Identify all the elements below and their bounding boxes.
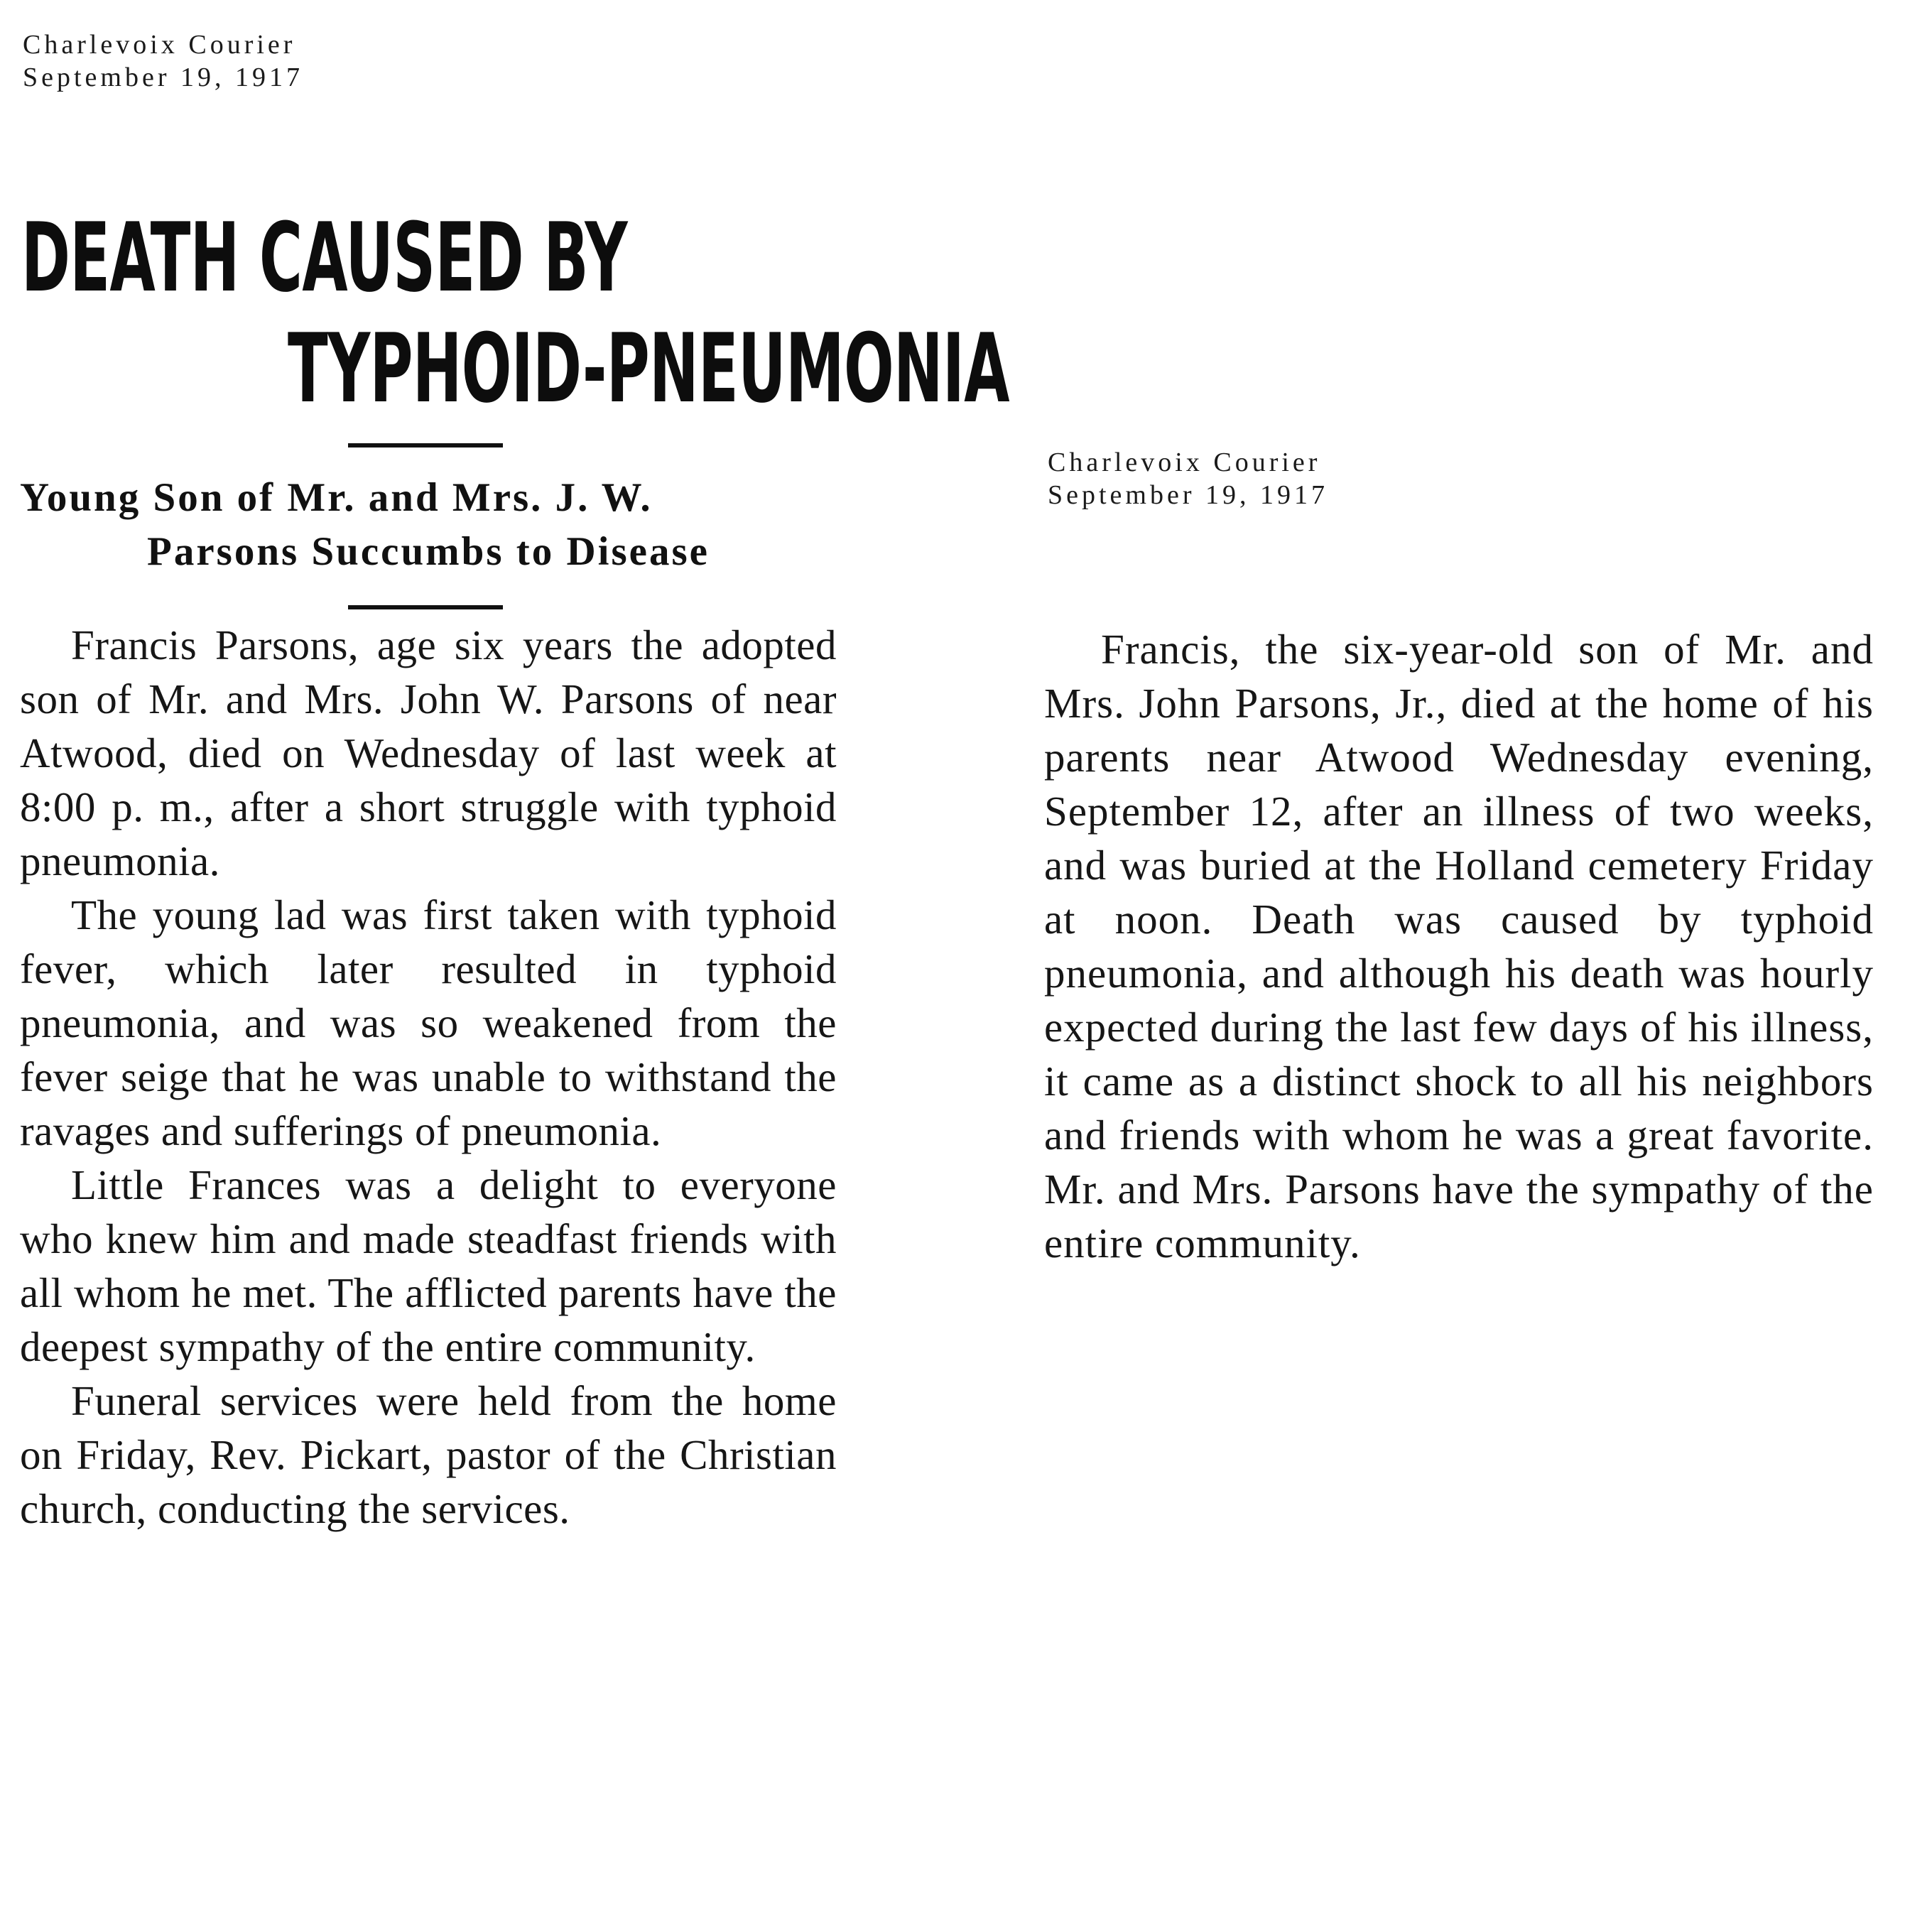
source-stamp-left	[23, 28, 303, 94]
divider-rule-bottom	[348, 605, 503, 609]
article-paragraph: Funeral services were held from the home on Friday, Rev. Pickart, pastor of the Christian church, conducting the services.	[20, 1377, 837, 1532]
headline-line-2: TYPHOID-PNEUMONIA	[288, 313, 1009, 424]
article-paragraph: The young lad was first taken with typhoid fever, which later resulted in typhoid pneumonia, and was so weakened from the fever seige that he was unable to withstand the ravages and sufferings of pneumonia.	[20, 891, 837, 1154]
publication-date: September 19, 1917	[1048, 480, 1329, 510]
publication-date: September 19, 1917	[23, 63, 304, 92]
article-body-left	[20, 618, 837, 1536]
publication-name: Charlevoix Courier	[23, 30, 296, 60]
source-stamp-right	[1048, 446, 1328, 511]
article-body-right	[1044, 622, 1874, 1270]
article-paragraph: Little Frances was a delight to everyone who knew him and made steadfast friends with all whom he met. The afflicted parents have the deepest sympathy of the entire community.	[20, 1161, 837, 1370]
publication-name: Charlevoix Courier	[1048, 447, 1321, 477]
article-paragraph: Francis Parsons, age six years the adopted son of Mr. and Mrs. John W. Parsons of near Atwood, died on Wednesday of last week at 8:00 p. m., after a short struggle with typhoid pneumonia.	[20, 622, 837, 884]
headline-line-1: DEATH CAUSED BY	[21, 202, 627, 313]
article-paragraph: Francis, the six-year-old son of Mr. and Mrs. John Parsons, Jr., died at the home of his parents near Atwood Wednesday evening, September 12, after an illness of two weeks, and was buried at the Holland cemetery Friday at noon. Death was caused by typhoid pneumonia, and although his death was hourly expected during the last few days of his illness, it came as a distinct shock to all his neighbors and friends with whom he was a great favorite. Mr. and Mrs. Parsons have the sympathy of the entire community.	[1044, 626, 1874, 1266]
divider-rule-top	[348, 443, 503, 447]
subheadline-line-2: Parsons Succumbs to Disease	[147, 529, 710, 574]
subheadline-line-1: Young Son of Mr. and Mrs. J. W.	[20, 475, 653, 520]
